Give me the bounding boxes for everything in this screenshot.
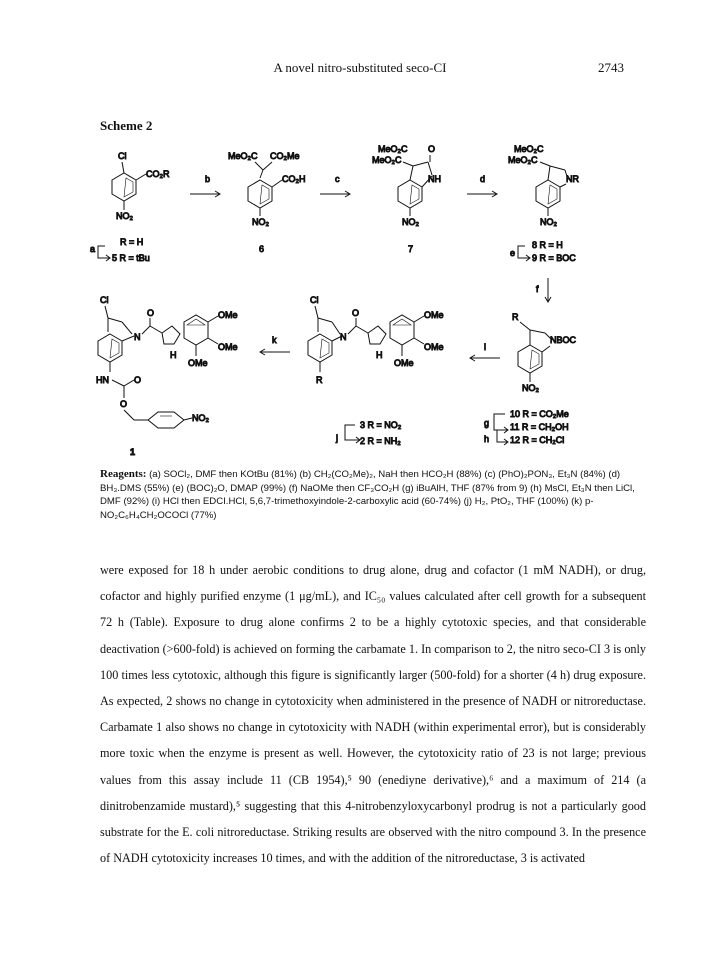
- nh-label: NH: [428, 174, 441, 184]
- compound-10-12: [512, 312, 577, 393]
- no2-label-8: NO₂: [540, 217, 557, 227]
- ome-label-3b: OMe: [424, 342, 444, 352]
- arrow-b: [190, 174, 220, 197]
- no2-label-1: NO₂: [192, 413, 209, 423]
- oxo-label-3: O: [352, 308, 360, 318]
- series-label-11: 11 R = CH₂OH: [510, 422, 569, 432]
- r-label-3: R: [316, 375, 323, 385]
- series-label-10: 10 R = CO₂Me: [510, 409, 569, 419]
- n-label-3: N: [340, 332, 347, 342]
- compound-8-9: [508, 144, 579, 227]
- arrow-i-label: i: [484, 342, 486, 352]
- meo2c-label-8b: MeO₂C: [508, 155, 538, 165]
- no2-label-7: NO₂: [402, 217, 419, 227]
- compound-ester: [112, 151, 170, 221]
- no2-label-6: NO₂: [252, 217, 269, 227]
- meo2c-label-8a: MeO₂C: [514, 144, 544, 154]
- no2-label: NO₂: [116, 211, 133, 221]
- n-label-1: N: [134, 332, 141, 342]
- co2r-label: CO₂R: [146, 169, 170, 179]
- ome-label-1b: OMe: [218, 342, 238, 352]
- compound-number-7: 7: [408, 244, 414, 254]
- series-label-r-h: R = H: [120, 237, 144, 247]
- r-label: R: [512, 312, 519, 322]
- hn-label: HN: [96, 375, 109, 385]
- page-number: 2743: [598, 60, 624, 75]
- page-header: [0, 60, 720, 80]
- oxo-label-1a: O: [147, 308, 155, 318]
- no2-label-10: NO₂: [522, 383, 539, 393]
- series-1-labels: [90, 237, 150, 263]
- ome-label-1c: OMe: [188, 358, 208, 368]
- arrow-d: [467, 174, 497, 197]
- co2h-label: CO₂H: [282, 174, 306, 184]
- nboc-label: NBOC: [550, 335, 577, 345]
- series-label-3: 3 R = NO₂: [360, 420, 402, 430]
- arrow-e-label: e: [510, 248, 516, 258]
- scheme-label: Scheme 2: [100, 118, 153, 133]
- co2me-label: CO₂Me: [270, 151, 300, 161]
- compound-number-1: 1: [130, 447, 136, 457]
- indole-h-label-3: H: [376, 350, 383, 360]
- arrow-j-label: j: [336, 433, 338, 443]
- indole-h-label-1: H: [170, 350, 177, 360]
- arrow-a-label: a: [90, 244, 96, 254]
- body-text: [100, 557, 646, 871]
- running-title: A novel nitro-substituted seco-CI: [273, 60, 447, 75]
- oxo-label-1c: O: [120, 399, 128, 409]
- reagents-caption: [100, 468, 645, 522]
- body-paragraph: were exposed for 18 h under aerobic conditions to drug alone, drug and cofactor (1 mM NADH), or drug, cofactor and highly purified enzyme (1 μg/mL), and IC₅₀ values calculated after cell growth for a subsequent 72 h (Table). Exposure to drug alone confirms 2 to be a highly cytotoxic species, and that considerable deactivation (>600-fold) is achieved on forming the carbamate 1. In comparison to 2, the nitro seco-CI 3 is only 100 times less cytotoxic, although this figure is significantly larger (500-fold) for a shorter (4 h) drug exposure. As expected, 2 shows no change in cytotoxicity when administered in the presence of NADH or nitroreductase. Carbamate 1 also shows no change in cytotoxicity with NADH (within experimental error), but is considerably more toxic when the enzyme is present as well. However, the cytotoxicity ratio of 23 is not large; previous values from this assay include 11 (CB 1954),⁵ 90 (enediyne derivative),⁶ and a maximum of 214 (a dinitrobenzamide mustard),⁵ suggesting that this 4-nitrobenzyloxycarbonyl prodrug is not a particularly good substrate for the E. coli nitroreductase. Striking results are observed with the nitro compound 3. In the presence of NADH cytotoxicity increases 10 times, and with the addition of the nitroreductase, 3 is activated: [100, 563, 646, 866]
- compound-1: [96, 295, 238, 457]
- arrow-f-label: f: [536, 284, 539, 294]
- arrow-i: [470, 342, 500, 361]
- oxo-label: O: [428, 144, 436, 154]
- arrow-k: [260, 335, 290, 355]
- reagents-heading: Reagents:: [100, 468, 147, 480]
- arrow-h-label: h: [484, 434, 490, 444]
- meo2c-label-7b: MeO₂C: [372, 155, 402, 165]
- series-label-5: 5 R = tBu: [112, 253, 150, 263]
- reagents-text: (a) SOCl₂, DMF then KOtBu (81%) (b) CH₂(CO₂Me)₂, NaH then HCO₂H (88%) (c) (PhO)₂PON₃, Et₃N (84%) (d) BH₃.DMS (55%) (e) (BOC)₂O, DMAP (99%) (f) NaOMe then CF₃CO₂H (g) iBuAlH, THF (87% from 9) (h) MsCl, Et₃N then LiCl, DMF (92%) (i) HCl then EDCI.HCl, 5,6,7-trimethoxyindole-2-carboxylic acid (60-74%) (j) H₂, PtO₂, THF (100%) (k) p-NO₂C₆H₄CH₂OCOCl (77%): [100, 469, 635, 521]
- series-8-9-labels: [510, 240, 576, 263]
- oxo-label-1b: O: [134, 375, 142, 385]
- reaction-scheme: [0, 130, 720, 465]
- series-2-3-labels: [335, 420, 402, 446]
- series-label-2: 2 R = NH₂: [360, 436, 401, 446]
- cl-label: Cl: [118, 151, 127, 161]
- arrow-g-label: g: [484, 418, 490, 428]
- series-10-12-labels: [484, 409, 569, 445]
- arrow-k-label: k: [272, 335, 277, 345]
- arrow-d-label: d: [480, 174, 486, 184]
- arrow-c: [320, 174, 350, 197]
- ome-label-3a: OMe: [424, 310, 444, 320]
- series-label-8: 8 R = H: [532, 240, 563, 250]
- arrow-c-label: c: [335, 174, 340, 184]
- compound-7: [372, 144, 441, 254]
- series-label-12: 12 R = CH₂Cl: [510, 435, 565, 445]
- compound-6: [228, 151, 306, 254]
- arrow-f: [536, 278, 551, 302]
- meo2c-label-7a: MeO₂C: [378, 144, 408, 154]
- ome-label-3c: OMe: [394, 358, 414, 368]
- cl-label-3: Cl: [310, 295, 319, 305]
- compound-2-3: [308, 295, 444, 385]
- nr-label: NR: [566, 174, 579, 184]
- ome-label-1a: OMe: [218, 310, 238, 320]
- series-label-9: 9 R = BOC: [532, 253, 576, 263]
- compound-number-6: 6: [259, 244, 265, 254]
- cl-label-1: Cl: [100, 295, 109, 305]
- arrow-b-label: b: [205, 174, 211, 184]
- meo2c-label: MeO₂C: [228, 151, 258, 161]
